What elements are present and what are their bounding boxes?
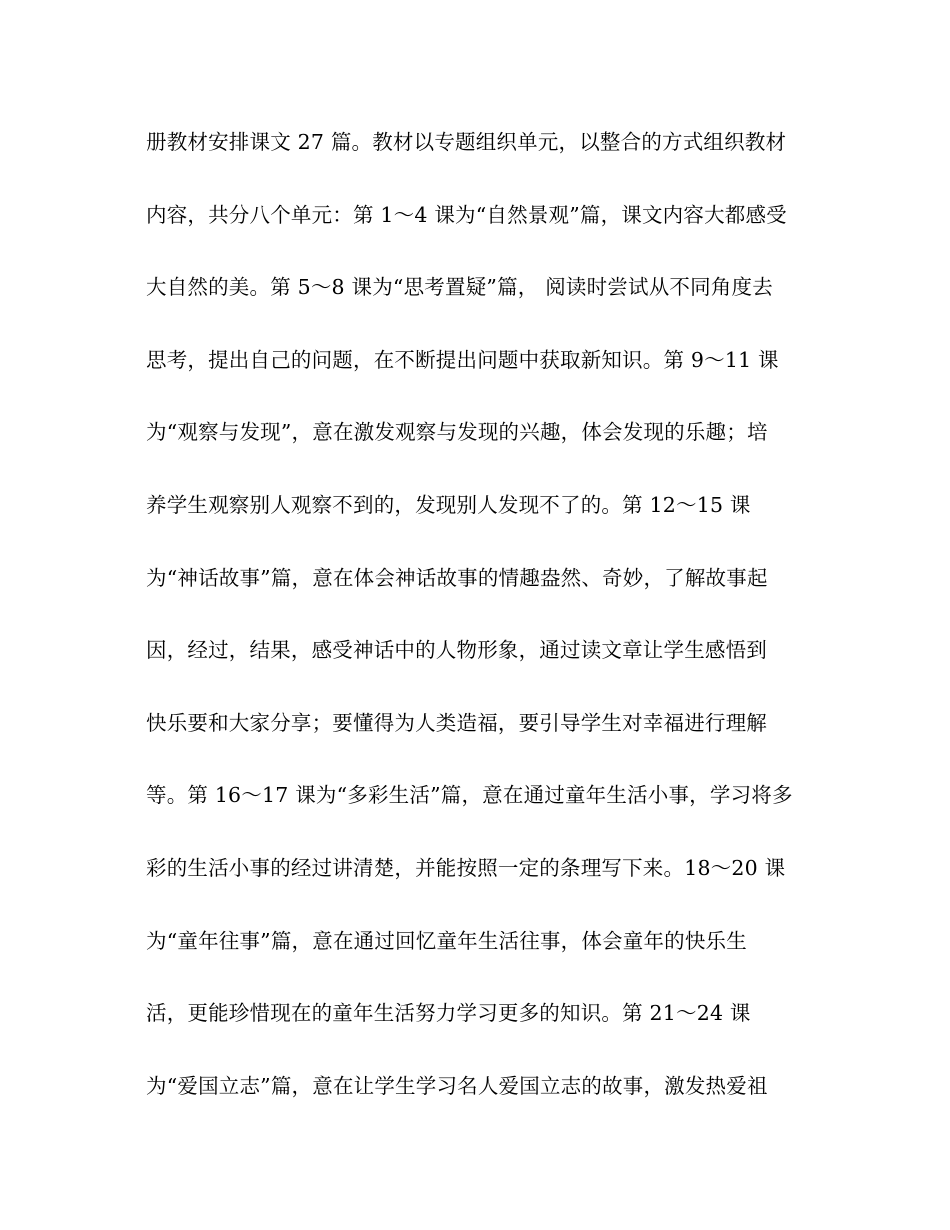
text-line: 为“爱国立志”篇，意在让学生学习名人爱国立志的故事，激发热爱祖 (146, 1073, 768, 1098)
text-line: 思考，提出自己的问题，在不断提出问题中获取新知识。第 9～11 课 (146, 347, 779, 372)
text-line: 为“观察与发现”，意在激发观察与发现的兴趣，体会发现的乐趣；培 (146, 420, 768, 445)
text-line: 快乐要和大家分享；要懂得为人类造福，要引导学生对幸福进行理解 (146, 710, 767, 735)
text-line: 内容，共分八个单元：第 1～4 课为“自然景观”篇，课文内容大都感受 (146, 202, 787, 227)
text-line: 等。第 16～17 课为“多彩生活”篇，意在通过童年生活小事，学习将多 (146, 783, 793, 808)
text-line: 为“神话故事”篇，意在体会神话故事的情趣盎然、奇妙，了解故事起 (146, 565, 768, 590)
text-line: 因，经过，结果，感受神话中的人物形象，通过读文章让学生感悟到 (146, 638, 767, 663)
text-line: 大自然的美。第 5～8 课为“思考置疑”篇， 阅读时尝试从不同角度去 (146, 275, 773, 300)
text-line: 活，更能珍惜现在的童年生活努力学习更多的知识。第 21～24 课 (146, 1001, 751, 1026)
text-line: 册教材安排课文 27 篇。教材以专题组织单元，以整合的方式组织教材 (146, 130, 787, 154)
text-line: 养学生观察别人观察不到的，发现别人发现不了的。第 12～15 课 (146, 492, 751, 517)
body-text (146, 124, 806, 1140)
text-line: 彩的生活小事的经过讲清楚，并能按照一定的条理写下来。18～20 课 (146, 855, 786, 880)
text-line: 为“童年往事”篇，意在通过回忆童年生活往事，体会童年的快乐生 (146, 928, 747, 953)
